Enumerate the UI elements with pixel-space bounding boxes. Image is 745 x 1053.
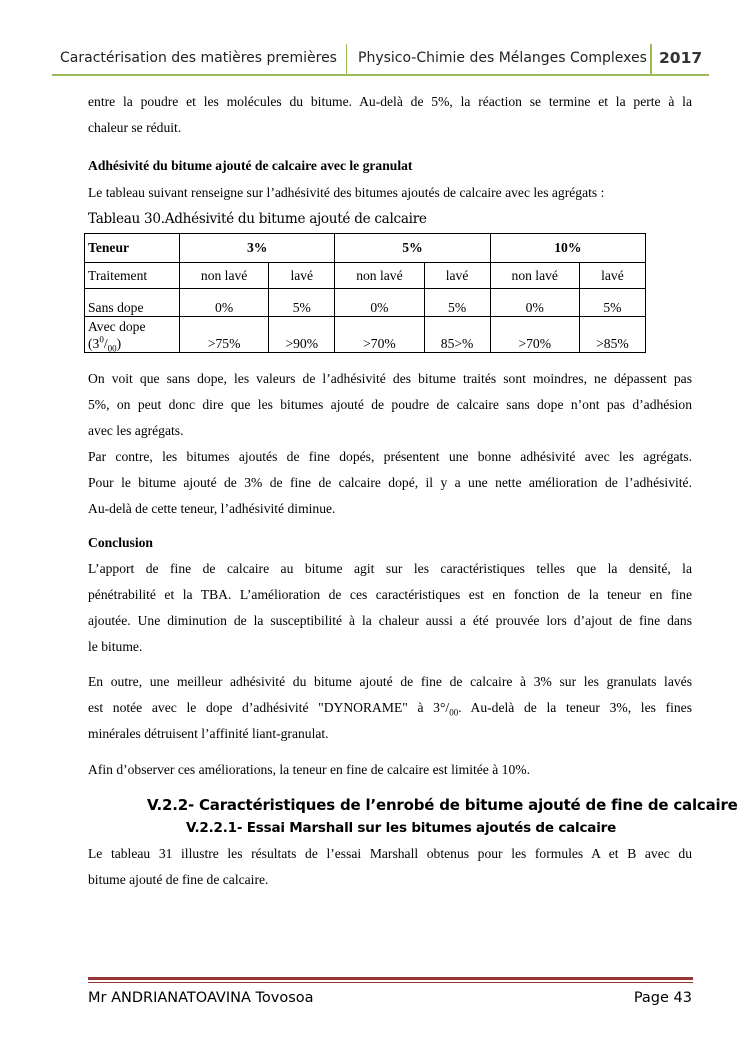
- text-line: ajoutée. Une diminution de la susceptibilité à la chaleur aussi a été prouvée lors d’ajout de fine dans: [88, 613, 692, 628]
- table-header-cell: 5%: [335, 234, 490, 263]
- row-label-unit: (3: [88, 336, 100, 351]
- table-cell: lavé: [424, 263, 490, 289]
- table-header-row: [85, 234, 646, 263]
- table-row-label: Sans dope: [85, 289, 180, 317]
- table-cell: 5%: [424, 289, 490, 317]
- table-cell: 0%: [180, 289, 269, 317]
- marshall-paragraph: [88, 841, 692, 893]
- adhesion-table: [84, 233, 646, 353]
- text-line: Pour le bitume ajouté de 3% de fine de calcaire dopé, il y a une nette amélioration de l’adhésivité.: [88, 475, 692, 490]
- conclusion-heading: Conclusion: [88, 535, 153, 550]
- table-header-cell: 3%: [180, 234, 335, 263]
- table-cell: lavé: [579, 263, 645, 289]
- header-divider: [650, 44, 652, 74]
- header-center-title: Physico-Chimie des Mélanges Complexes: [358, 50, 647, 66]
- table-cell: 0%: [490, 289, 579, 317]
- table-caption: Tableau 30.Adhésivité du bitume ajouté de calcaire: [88, 211, 427, 227]
- table-header-cell: 10%: [490, 234, 645, 263]
- text-line: En outre, une meilleur adhésivité du bitume ajouté de fine de calcaire à 3% sur les granulats lavés: [88, 674, 692, 689]
- text-line: Afin d’observer ces améliorations, la teneur en fine de calcaire est limitée à 10%.: [88, 762, 530, 777]
- row-label-sup: 0: [99, 334, 104, 345]
- analysis-paragraph: [88, 366, 692, 522]
- table-cell: >90%: [269, 317, 335, 353]
- row-label-sub: 00: [107, 343, 117, 354]
- footer-page-number: Page 43: [633, 990, 692, 1006]
- text-line: Le tableau 31 illustre les résultats de l’essai Marshall obtenus pour les formules A et B avec du: [88, 846, 692, 861]
- table-row: [85, 289, 646, 317]
- table-cell: >70%: [335, 317, 424, 353]
- table-row-label: [85, 317, 180, 353]
- section-heading-v221: V.2.2.1- Essai Marshall sur les bitumes ajoutés de calcaire: [186, 820, 617, 836]
- text-subscript: 00: [449, 707, 459, 718]
- text-line: Par contre, les bitumes ajoutés de fine dopés, présentent une bonne adhésivité avec les agrégats.: [88, 449, 692, 464]
- adhesion-intro: [88, 180, 692, 206]
- page-header: [52, 44, 709, 76]
- table-cell: >85%: [579, 317, 645, 353]
- adhesion-heading: Adhésivité du bitume ajouté de calcaire avec le granulat: [88, 158, 413, 173]
- table-row-label: Traitement: [85, 263, 180, 289]
- table-cell: >75%: [180, 317, 269, 353]
- footer-rule: [88, 982, 693, 983]
- row-label-main: Avec dope: [88, 319, 146, 334]
- text-line: Le tableau suivant renseigne sur l’adhésivité des bitumes ajoutés de calcaire avec les agrégats :: [88, 185, 605, 200]
- text-line: On voit que sans dope, les valeurs de l’adhésivité des bitume traités sont moindres, ne dépassent pas: [88, 371, 692, 386]
- header-divider: [346, 44, 347, 74]
- afin-paragraph: [88, 757, 692, 783]
- table-row: [85, 263, 646, 289]
- table-cell: >70%: [490, 317, 579, 353]
- table-cell: 5%: [269, 289, 335, 317]
- row-label-slash: /: [103, 336, 108, 351]
- table-cell: 5%: [579, 289, 645, 317]
- table-cell: non lavé: [335, 263, 424, 289]
- table-header-cell: Teneur: [85, 234, 180, 263]
- row-label-close: ): [116, 336, 122, 351]
- intro-paragraph: [88, 89, 692, 141]
- text-line: chaleur se réduit.: [88, 120, 182, 135]
- text-line: entre la poudre et les molécules du bitume. Au-delà de 5%, la réaction se termine et la perte à la: [88, 94, 692, 109]
- text-fragment: . Au-delà de la teneur 3%, les fines: [458, 700, 692, 715]
- table-cell: non lavé: [490, 263, 579, 289]
- text-line: [88, 695, 692, 721]
- header-left-title: Caractérisation des matières premières: [60, 50, 337, 66]
- table-cell: 85>%: [424, 317, 490, 353]
- text-line: pénétrabilité et la TBA. L’amélioration de ces caractéristiques est en fonction de la teneur en fine: [88, 587, 692, 602]
- text-line: avec les agrégats.: [88, 423, 184, 438]
- footer-author: Mr ANDRIANATOAVINA Tovosoa: [88, 990, 314, 1006]
- text-line: L’apport de fine de calcaire au bitume agit sur les caractéristiques telles que la densité, la: [88, 561, 692, 576]
- outre-paragraph: [88, 669, 692, 747]
- table-row: [85, 317, 646, 353]
- text-line: 5%, on peut donc dire que les bitumes ajouté de poudre de calcaire sans dope n’ont pas d’adhésion: [88, 397, 692, 412]
- text-fragment: est notée avec le dope d’adhésivité "DYNORAME" à 3°/: [88, 700, 450, 715]
- section-heading-v22: V.2.2- Caractéristiques de l’enrobé de bitume ajouté de fine de calcaire: [147, 796, 738, 814]
- header-year: 2017: [659, 49, 703, 67]
- table-cell: non lavé: [180, 263, 269, 289]
- text-line: minérales détruisent l’affinité liant-granulat.: [88, 726, 329, 741]
- conclusion-paragraph: [88, 556, 692, 660]
- text-line: bitume ajouté de fine de calcaire.: [88, 872, 269, 887]
- footer-rule: [88, 977, 693, 980]
- table-cell: lavé: [269, 263, 335, 289]
- text-line: le bitume.: [88, 639, 143, 654]
- text-line: Au-delà de cette teneur, l’adhésivité diminue.: [88, 501, 336, 516]
- table-cell: 0%: [335, 289, 424, 317]
